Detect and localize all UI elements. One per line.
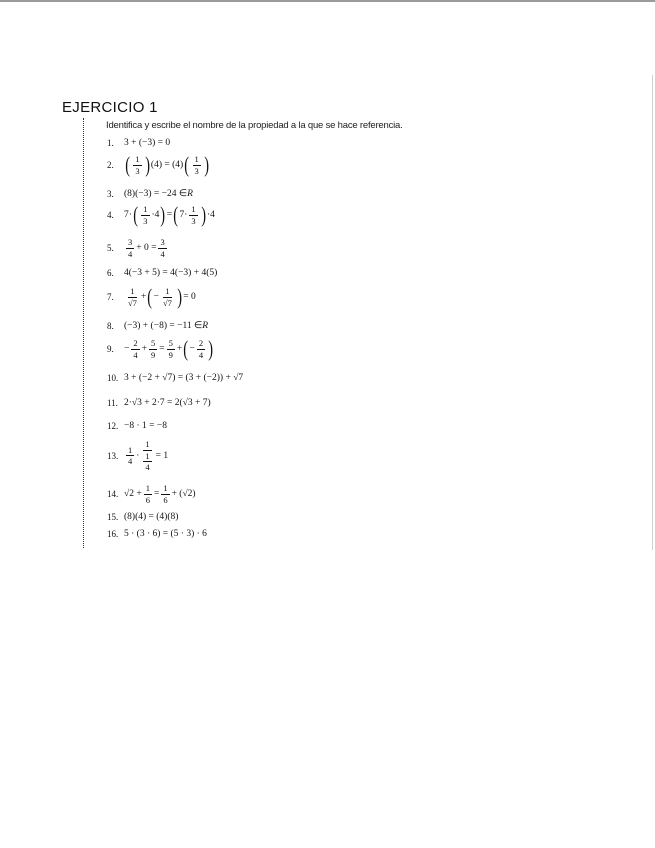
item-number: 14. — [107, 489, 119, 499]
exercise-item-3 — [107, 188, 193, 199]
page-right-edge — [652, 75, 653, 550]
exercise-item-11 — [107, 398, 211, 408]
item-number: 1. — [107, 138, 114, 148]
exercise-item-4 — [107, 204, 215, 226]
item-number: 9. — [107, 344, 114, 354]
item-expression: 3 + (−3) = 0 — [124, 138, 171, 148]
item-expression: (8)(4) = (4)(8) — [124, 512, 179, 522]
item-number: 6. — [107, 268, 114, 278]
item-expression: 3 + (−2 + √7) = (3 + (−2)) + √7 — [124, 373, 244, 383]
item-expression: 5 · (3 · 6) = (5 · 3) · 6 — [124, 529, 207, 539]
exercise-item-6 — [107, 268, 217, 278]
exercise-item-1 — [107, 138, 170, 148]
item-expression: 4(−3 + 5) = 4(−3) + 4(5) — [124, 268, 218, 278]
exercise-title: EJERCICIO 1 — [62, 99, 158, 116]
item-expression: $\frac{3}{4}$ + 0 = $\frac{3}{4}$ — [128, 237, 165, 259]
item-number: 3. — [107, 188, 114, 199]
item-expression: −8 · 1 = −8 — [124, 421, 167, 431]
item-expression: (8)(−3) = −24 ∈ R — [124, 188, 193, 199]
item-number: 11. — [107, 398, 118, 408]
instruction-text: Identifica y escribe el nombre de la propiedad a la que se hace referencia. — [106, 120, 403, 131]
exercise-item-10 — [107, 373, 243, 383]
item-expression: $\frac{1}{4}$ · $\frac{1}{\frac{1}{4}}$ = 1 — [128, 439, 169, 472]
item-number: 12. — [107, 421, 119, 431]
item-number: 5. — [107, 243, 114, 253]
exercise-item-2 — [107, 154, 210, 176]
item-expression: − $\frac{2}{4}$ + $\frac{5}{9}$ = $\frac{5}{9}$ + ( − $\frac{2}{4}$ ) — [124, 336, 214, 361]
item-number: 2. — [107, 160, 114, 170]
item-number: 4. — [107, 210, 114, 220]
item-number: 8. — [107, 320, 114, 331]
item-number: 7. — [107, 292, 114, 302]
item-expression: 2·√3 + 2·7 = 2(√3 + 7) — [124, 398, 211, 408]
exercise-item-15 — [107, 512, 178, 522]
exercise-item-9 — [107, 338, 214, 360]
exercise-item-7 — [107, 286, 196, 308]
exercise-item-13 — [107, 440, 168, 472]
dotted-margin-line — [83, 118, 84, 548]
item-expression: $\frac{1}{√7}$ + ( − $\frac{1}{√7}$ ) = 0 — [128, 284, 196, 309]
item-expression: (−3) + (−8) = −11 ∈ R — [124, 320, 209, 331]
item-expression: 7· ( $\frac{1}{3}$ ·4 ) = ( 7· $\frac{1}{3}$ ) ·4 — [124, 202, 215, 227]
exercise-item-14 — [107, 484, 196, 504]
exercise-item-12 — [107, 421, 167, 431]
item-number: 15. — [107, 512, 119, 522]
item-number: 13. — [107, 450, 119, 461]
item-number: 16. — [107, 529, 119, 539]
item-expression: √2 + $\frac{1}{6}$ = $\frac{1}{6}$ + (√2) — [124, 483, 196, 505]
item-number: 10. — [107, 373, 119, 383]
item-expression: ( $\frac{1}{3}$ ) (4) = (4) ( $\frac{1}{3}$ ) — [125, 152, 209, 177]
page-top-border — [0, 0, 655, 2]
exercise-item-8 — [107, 320, 208, 331]
exercise-item-5 — [107, 238, 169, 258]
exercise-item-16 — [107, 529, 207, 539]
